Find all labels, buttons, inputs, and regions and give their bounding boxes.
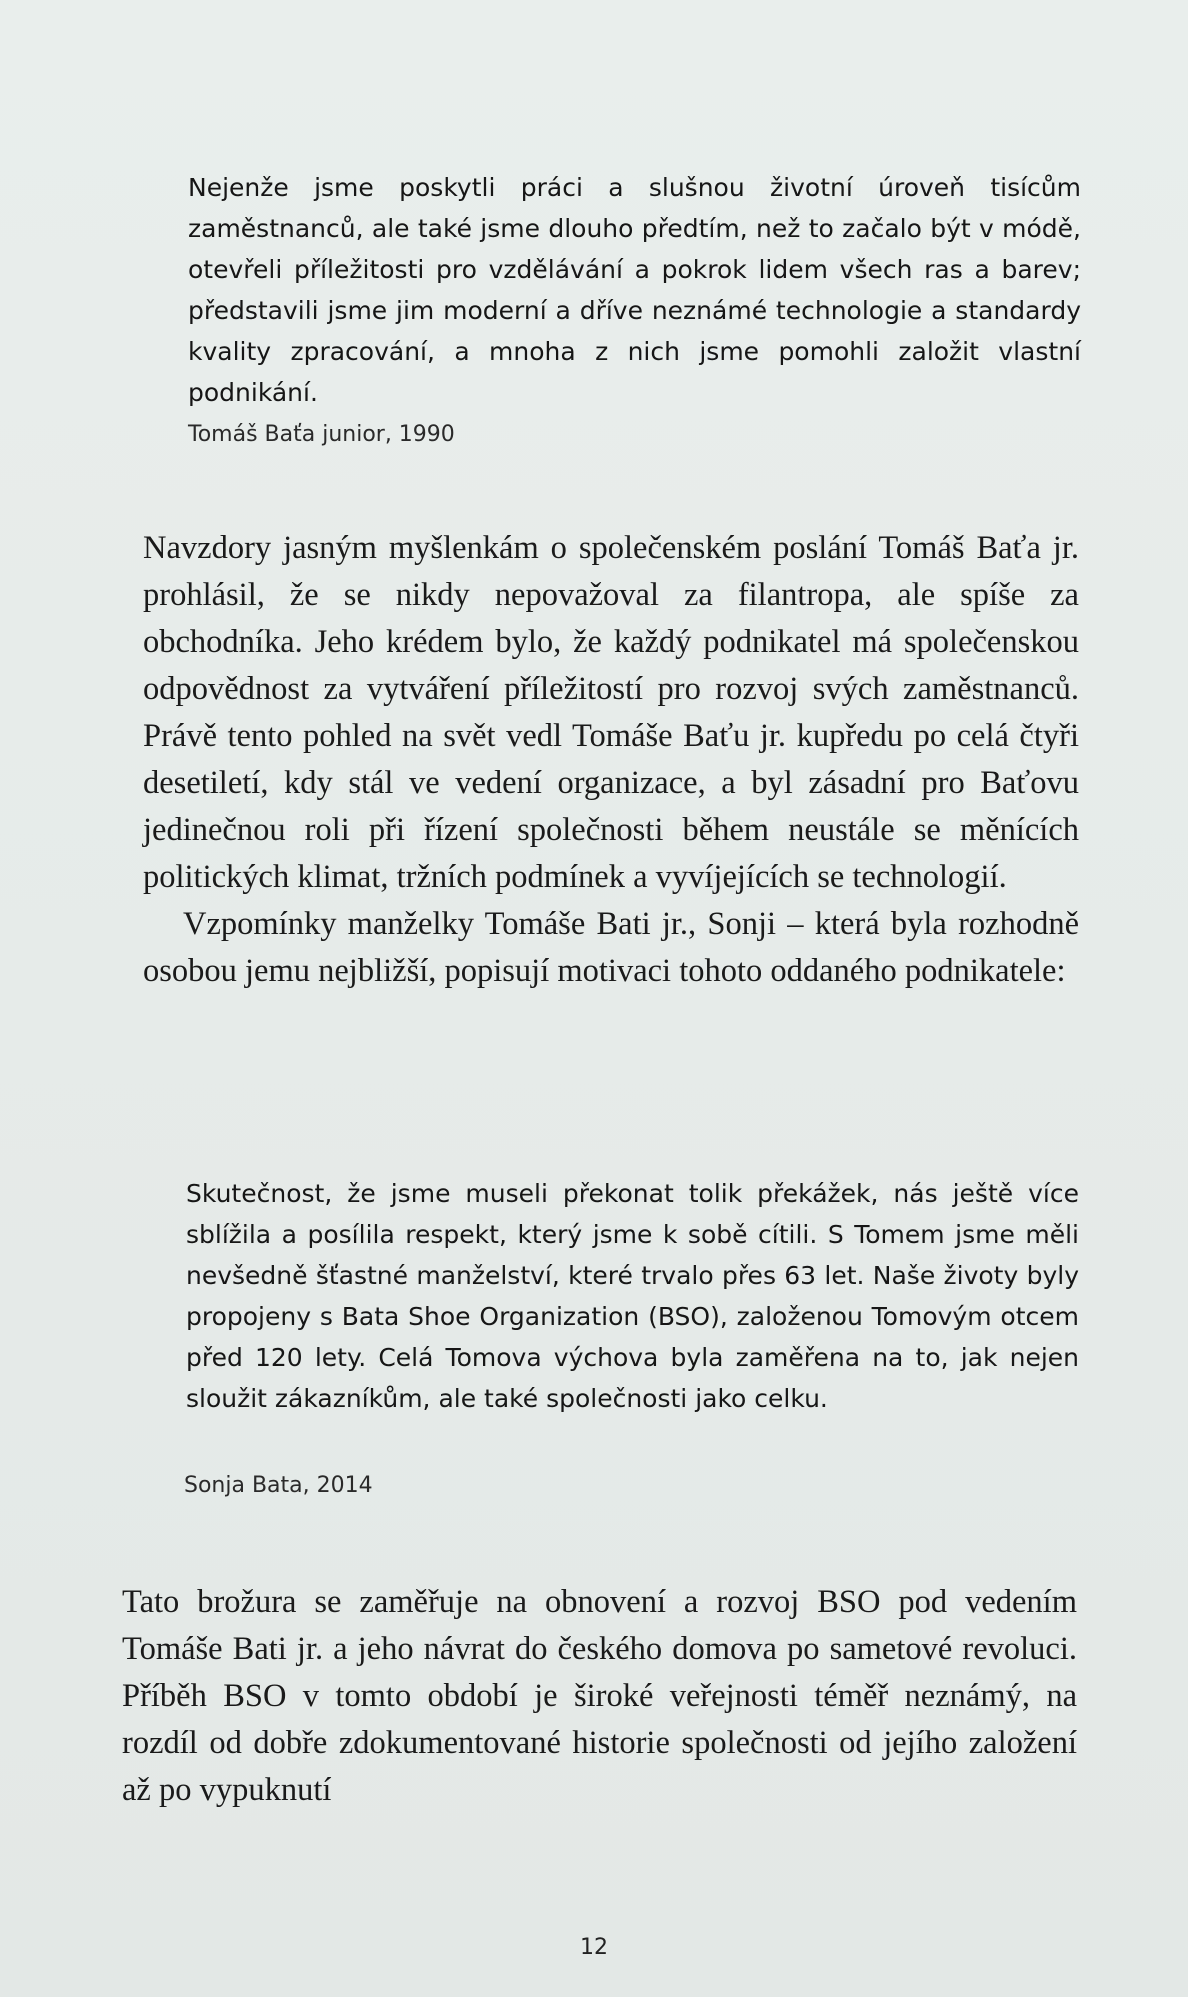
body-text-section-1 [143, 525, 1079, 995]
body-text-section-2 [122, 1579, 1077, 1814]
quote-tomas-bata-1990: Nejenže jsme poskytli práci a slušnou životní úroveň tisícům zaměstnanců, ale také jsme dlouho předtím, než to začalo být v módě, otevřeli příležitosti pro vzdělávání a pokrok lidem všech ras a barev; představili jsme jim moderní a dříve neznámé technologie a standardy kvality zpracování, a mnoha z nich jsme pomohli založit vlastní podnikání. [188, 173, 1081, 407]
page-number: 12 [580, 1935, 608, 1960]
quote-attribution-sonja-bata: Sonja Bata, 2014 [184, 1473, 373, 1498]
paragraph-sonja-memories: Vzpomínky manželky Tomáše Bati jr., Sonji – která byla rozhodně osobou jemu nejbližší, popisují motivaci tohoto oddaného podnikatele: [143, 906, 1079, 989]
paragraph-brochure-focus: Tato brožura se zaměřuje na obnovení a rozvoj BSO pod vedením Tomáše Bati jr. a jeho návrat do českého domova po sametové revoluci. Příběh BSO v tomto období je široké veřejnosti téměř neznámý, na rozdíl od dobře zdokumentované historie společnosti od jejího založení až po vypuknutí [122, 1584, 1077, 1808]
quote-attribution-tomas-bata: Tomáš Baťa junior, 1990 [188, 422, 455, 447]
quote-sonja-bata-2014: Skutečnost, že jsme museli překonat tolik překážek, nás ještě více sblížila a posílila respekt, který jsme k sobě cítili. S Tomem jsme měli nevšedně šťastné manželství, které trvalo přes 63 let. Naše životy byly propojeny s Bata Shoe Organization (BSO), založenou Tomovým otcem před 120 lety. Celá Tomova výchova byla zaměřena na to, jak nejen sloužit zákazníkům, ale také společnosti jako celku. [186, 1179, 1079, 1413]
paragraph-philanthropist: Navzdory jasným myšlenkám o společenském poslání Tomáš Baťa jr. prohlásil, že se nikdy nepovažoval za filantropa, ale spíše za obchodníka. Jeho krédem bylo, že každý podnikatel má společenskou odpovědnost za vytváření příležitostí pro rozvoj svých zaměstnanců. Právě tento pohled na svět vedl Tomáše Baťu jr. kupředu po celá čtyři desetiletí, kdy stál ve vedení organizace, a byl zásadní pro Baťovu jedinečnou roli při řízení společnosti během neustále se měnících politických klimat, tržních podmínek a vyvíjejících se technologií. [143, 530, 1079, 895]
